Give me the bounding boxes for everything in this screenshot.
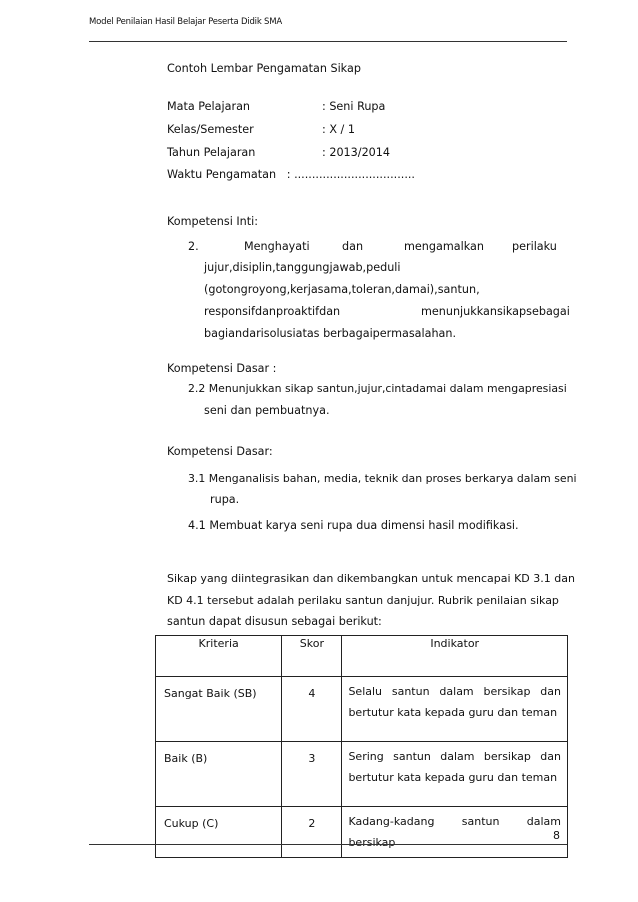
ki-title: Kompetensi Inti: xyxy=(167,215,259,228)
table-header-row xyxy=(156,636,568,677)
indikator-line2: bertutur kata kepada guru dan teman xyxy=(348,706,558,719)
kd2-item1-line2: rupa. xyxy=(210,493,240,506)
cell-skor: 3 xyxy=(282,742,342,807)
meta-label-kelas: Kelas/Semester xyxy=(167,123,254,136)
ki-line1-word4: perilaku xyxy=(512,240,557,253)
paragraph-line1: Sikap yang diintegrasikan dan dikembangkan untuk mencapai KD 3.1 dan xyxy=(167,572,575,585)
indikator-line1: Kadang-kadang santun dalam bersikap xyxy=(348,815,561,849)
rubric-table xyxy=(155,635,568,858)
ki-line1-word2: dan xyxy=(342,240,364,253)
kd2-title: Kompetensi Dasar: xyxy=(167,445,273,458)
paragraph-line2: KD 4.1 tersebut adalah perilaku santun danjujur. Rubrik penilaian sikap xyxy=(167,594,559,607)
ki-line1-word1: Menghayati xyxy=(244,240,310,253)
cell-skor: 2 xyxy=(282,807,342,858)
kd1-line2: seni dan pembuatnya. xyxy=(204,404,330,417)
header-divider xyxy=(89,41,567,42)
kd1-line1: 2.2 Menunjukkan sikap santun,jujur,cintadamai dalam mengapresiasi xyxy=(188,382,567,395)
cell-indikator xyxy=(342,807,568,858)
kd2-item1-line1: 3.1 Menganalisis bahan, media, teknik dan proses berkarya dalam seni xyxy=(188,472,577,485)
cell-kriteria: Sangat Baik (SB) xyxy=(156,677,282,742)
table-row xyxy=(156,807,568,858)
running-header: Model Penilaian Hasil Belajar Peserta Didik SMA xyxy=(89,17,282,27)
header-kriteria: Kriteria xyxy=(156,636,282,677)
cell-indikator xyxy=(342,677,568,742)
cell-skor: 4 xyxy=(282,677,342,742)
ki-line3: (gotongroyong,kerjasama,toleran,damai),santun, xyxy=(204,283,480,296)
cell-indikator xyxy=(342,742,568,807)
ki-line4a: responsifdanproaktifdan xyxy=(204,305,341,318)
ki-line4b: menunjukkansikapsebagai xyxy=(421,305,570,318)
meta-value-kelas: : X / 1 xyxy=(322,123,355,136)
meta-label-tahun: Tahun Pelajaran xyxy=(167,146,256,159)
cell-kriteria: Baik (B) xyxy=(156,742,282,807)
ki-line2: jujur,disiplin,tanggungjawab,peduli xyxy=(204,261,401,274)
doc-heading: Contoh Lembar Pengamatan Sikap xyxy=(167,62,361,75)
meta-value-mapel: : Seni Rupa xyxy=(322,100,386,113)
kd1-title: Kompetensi Dasar : xyxy=(167,362,277,375)
ki-line1-word3: mengamalkan xyxy=(404,240,484,253)
meta-label-mapel: Mata Pelajaran xyxy=(167,100,251,113)
table-row xyxy=(156,677,568,742)
waktu-pengamatan: Waktu Pengamatan : .................................. xyxy=(167,168,415,181)
indikator-line1: Selalu santun dalam bersikap dan xyxy=(348,685,561,698)
indikator-line2: bertutur kata kepada guru dan teman xyxy=(348,771,558,784)
paragraph-line3: santun dapat disusun sebagai berikut: xyxy=(167,615,382,628)
header-skor: Skor xyxy=(282,636,342,677)
table-row xyxy=(156,742,568,807)
cell-kriteria: Cukup (C) xyxy=(156,807,282,858)
header-indikator: Indikator xyxy=(342,636,568,677)
ki-item-number: 2. xyxy=(188,240,199,253)
ki-line5: bagiandarisolusiatas berbagaipermasalahan. xyxy=(204,327,457,340)
footer-divider xyxy=(89,844,567,845)
meta-value-tahun: : 2013/2014 xyxy=(322,146,391,159)
page-number: 8 xyxy=(553,829,560,842)
indikator-line1: Sering santun dalam bersikap dan xyxy=(348,750,561,763)
kd2-item2: 4.1 Membuat karya seni rupa dua dimensi hasil modifikasi. xyxy=(188,519,519,532)
